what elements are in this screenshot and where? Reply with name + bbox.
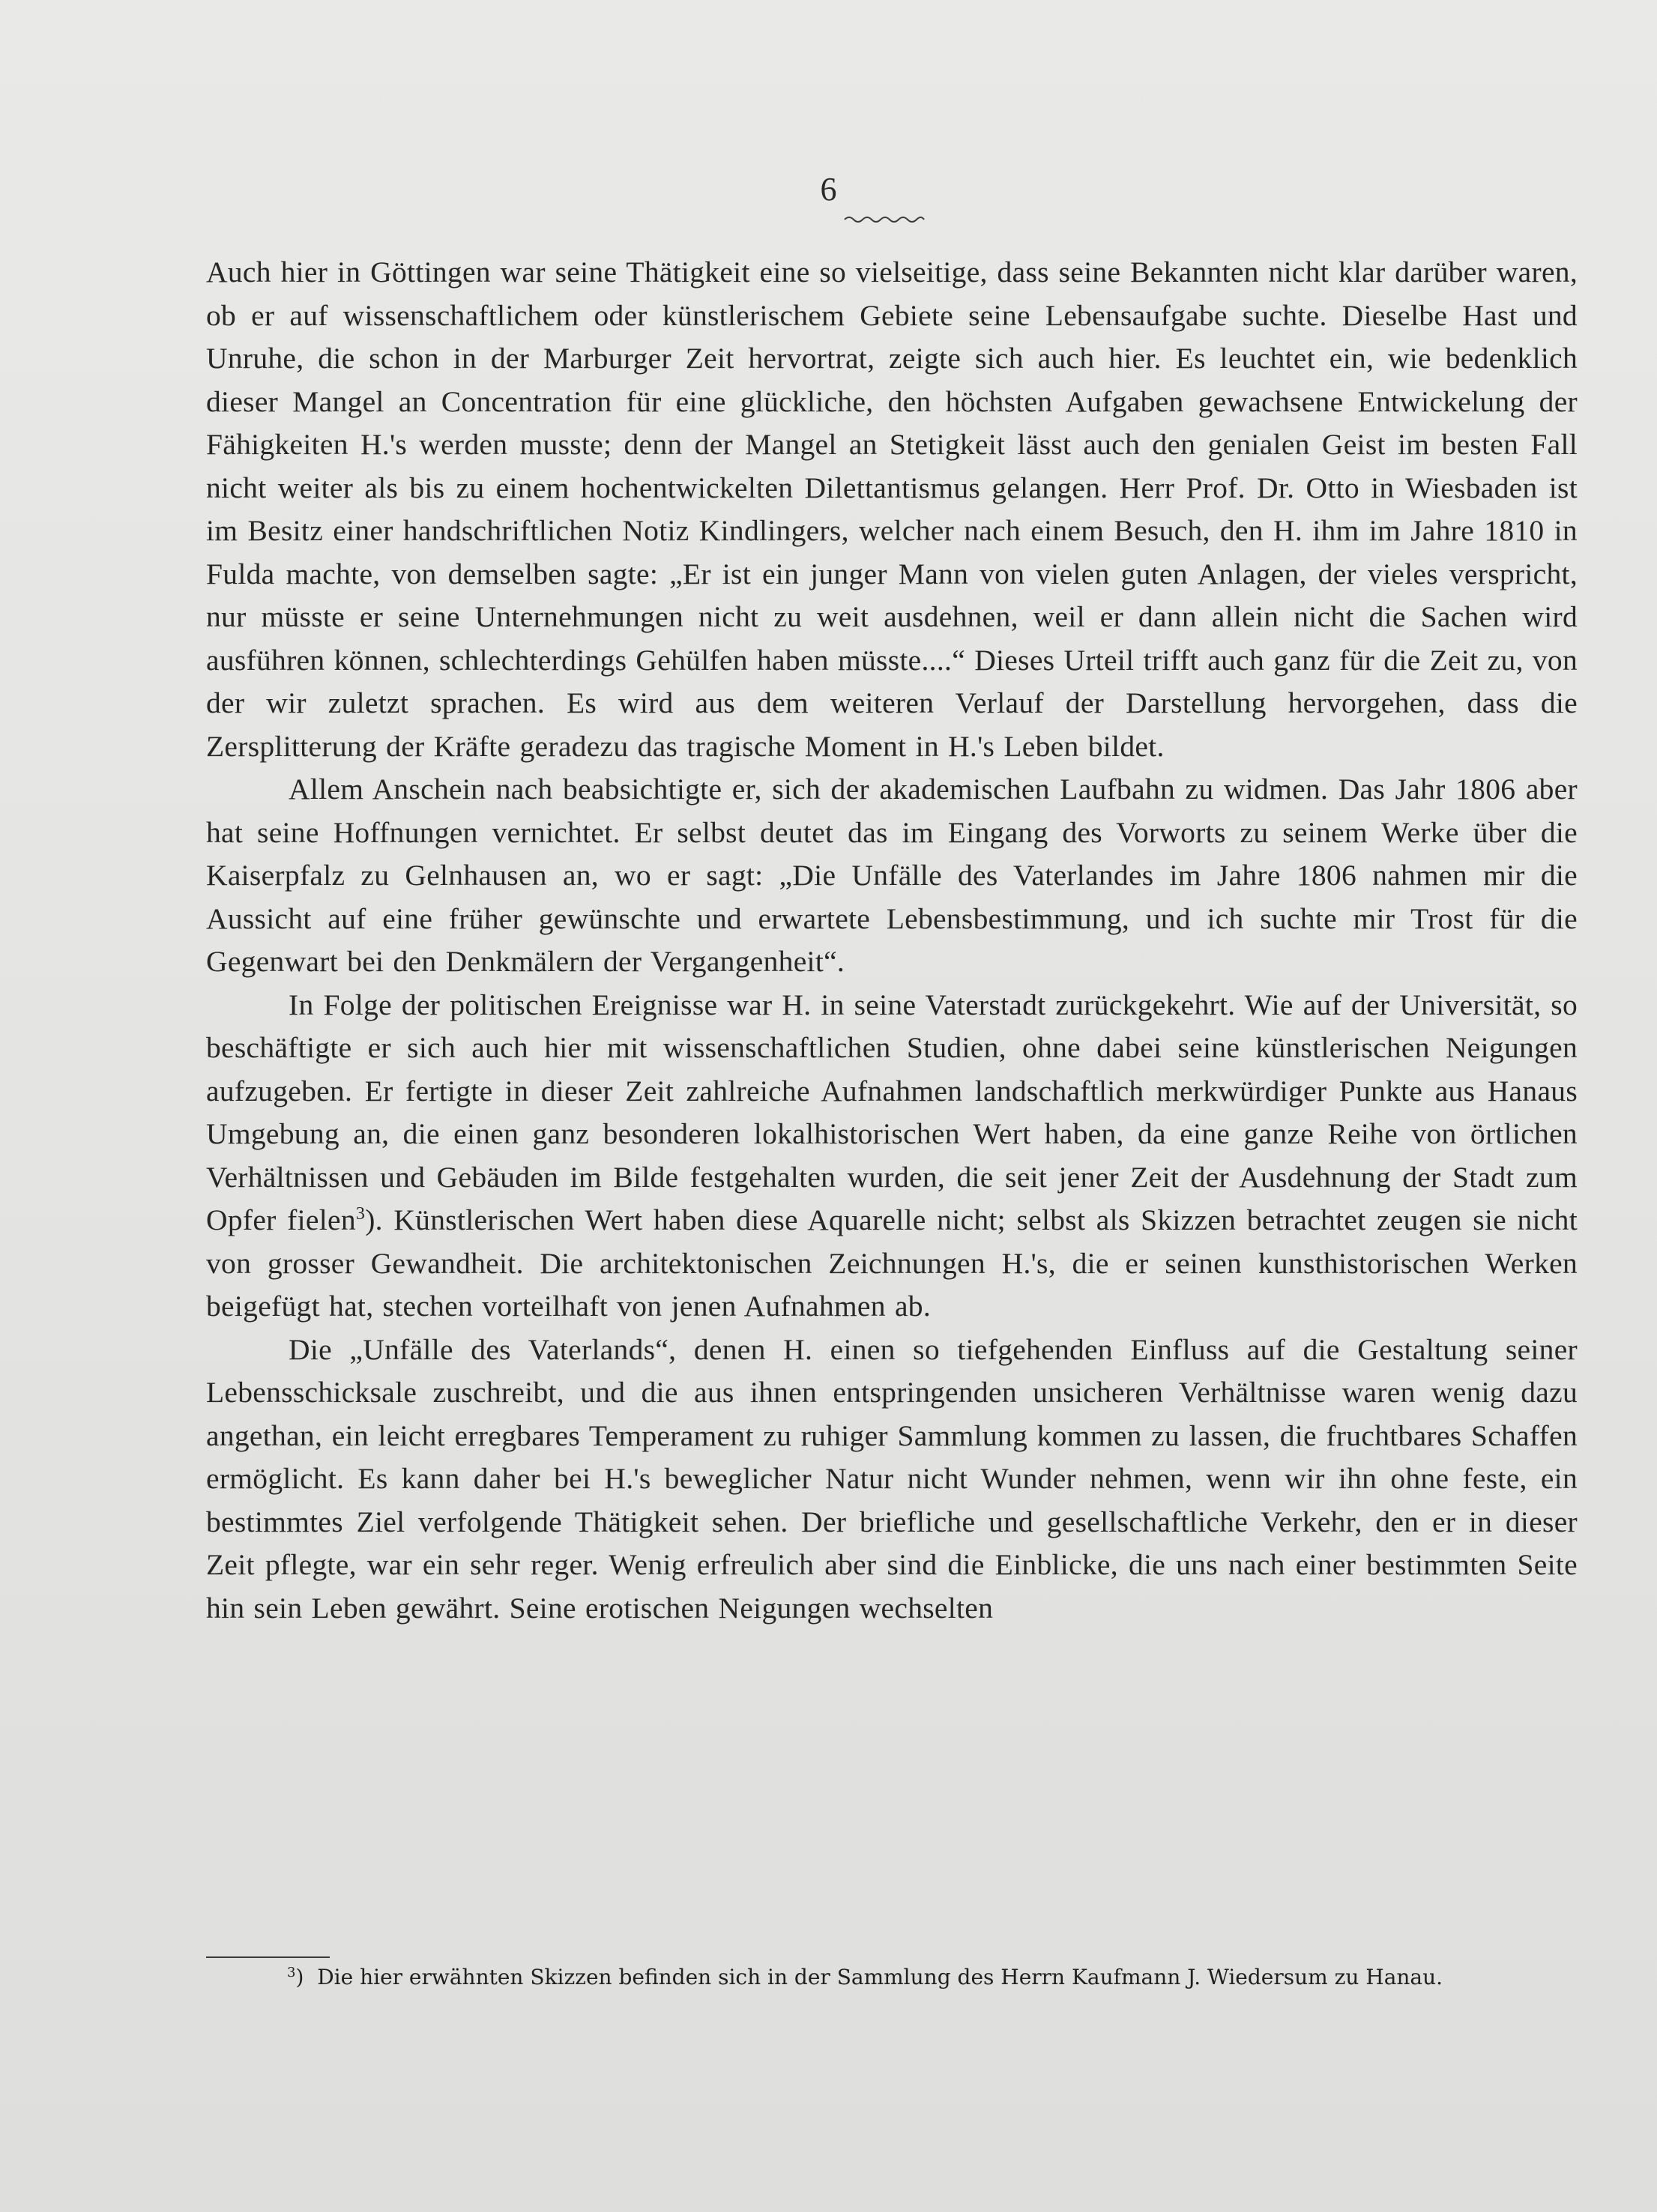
footnote-text: Die hier erwähnten Skizzen befinden sich in der Sammlung des Herrn Kaufmann J. Wiedersum zu Hanau.	[317, 1965, 1443, 1989]
paragraph-3	[206, 984, 1578, 1329]
paragraph-4: Die „Unfälle des Vaterlands“, denen H. einen so tiefgehenden Einfluss auf die Gestaltung seiner Lebensschicksale zuschreibt, und die aus ihnen entspringenden unsicheren Verhältnisse waren wenig dazu angethan, ein leicht erregbares Temperament zu ruhiger Sammlung kommen zu lassen, die fruchtbares Schaffen ermöglicht. Es kann daher bei H.'s beweglicher Natur nicht Wunder nehmen, wenn wir ihn ohne feste, ein bestimmtes Ziel verfolgende Thätigkeit sehen. Der briefliche und gesellschaftliche Verkehr, den er in dieser Zeit pflegte, war ein sehr reger. Wenig erfreulich aber sind die Einblicke, die uns nach einer bestimmten Seite hin sein Leben gewährt. Seine erotischen Neigungen wechselten	[206, 1332, 1578, 1625]
main-text	[206, 251, 1578, 1630]
paragraph-3-part-1: In Folge der politischen Ereignisse war H. in seine Vaterstadt zurückgekehrt. Wie auf der Universität, so beschäftigte er sich auch hier mit wissenschaftlichen Studien, ohne dabei seine künstlerischen Neigungen aufzugeben. Er fertigte in dieser Zeit zahlreiche Aufnahmen landschaftlich merkwürdiger Punkte aus Hanaus Umgebung an, die einen ganz besonderen lokalhistorischen Wert haben, da eine ganze Reihe von örtlichen Verhältnissen und Gebäuden im Bilde festgehalten wurden, die seit jener Zeit der Ausdehnung der Stadt zum Opfer fielen	[206, 988, 1578, 1236]
footnote	[287, 1960, 1580, 1995]
paragraph-2: Allem Anschein nach beabsichtigte er, sich der akademischen Laufbahn zu widmen. Das Jahr 1806 aber hat seine Hoffnungen vernichtet. Er selbst deutet das im Eingang des Vorworts zu seinem Werke über die Kaiserpfalz zu Gelnhausen an, wo er sagt: „Die Unfälle des Vaterlandes im Jahre 1806 nahmen mir die Aussicht auf eine früher gewünschte und erwartete Lebensbestimmung, und ich suchte mir Trost für die Gegenwart bei den Denkmälern der Vergangenheit“.	[206, 773, 1578, 978]
wavy-rule-ornament	[843, 214, 926, 225]
footnote-divider	[206, 1956, 330, 1958]
footnote-reference[interactable]: 3	[355, 1204, 366, 1224]
footnote-marker: 3	[287, 1965, 296, 1980]
paragraph-1: Auch hier in Göttingen war seine Thätigkeit eine so vielseitige, dass seine Bekannten nicht klar darüber waren, ob er auf wissenschaftlichem oder künstlerischem Gebiete seine Lebensaufgabe suchte. Dieselbe Hast und Unruhe, die schon in der Marburger Zeit hervortrat, zeigte sich auch hier. Es leuchtet ein, wie bedenklich dieser Mangel an Concentration für eine glückliche, den höchsten Aufgaben gewachsene Entwickelung der Fähigkeiten H.'s werden musste; denn der Mangel an Stetigkeit lässt auch den genialen Geist im besten Fall nicht weiter als bis zu einem hochentwickelten Dilettantismus gelangen. Herr Prof. Dr. Otto in Wiesbaden ist im Besitz einer handschriftlichen Notiz Kindlingers, welcher nach einem Besuch, den H. ihm im Jahre 1810 in Fulda machte, von demselben sagte: „Er ist ein junger Mann von vielen guten Anlagen, der vieles verspricht, nur müsste er seine Unternehmungen nicht zu weit ausdehnen, weil er dann allein nicht die Sachen wird ausführen können, schlechterdings Gehülfen haben müsste....“ Dieses Urteil trifft auch ganz für die Zeit zu, von der wir zuletzt sprachen. Es wird aus dem weiteren Verlauf der Darstellung hervorgehen, dass die Zersplitterung der Kräfte geradezu das tragische Moment in H.'s Leben bildet.	[206, 256, 1578, 763]
paragraph-3-part-2: ). Künstlerischen Wert haben diese Aquarelle nicht; selbst als Skizzen betrachtet zeugen sie nicht von grosser Gewandheit. Die architektonischen Zeichnungen H.'s, die er seinen kunsthistorischen Werken beigefügt hat, stechen vorteilhaft von jenen Aufnahmen ab.	[206, 1203, 1578, 1323]
page-number: 6	[820, 171, 837, 208]
footnote-paren: )	[295, 1965, 304, 1989]
